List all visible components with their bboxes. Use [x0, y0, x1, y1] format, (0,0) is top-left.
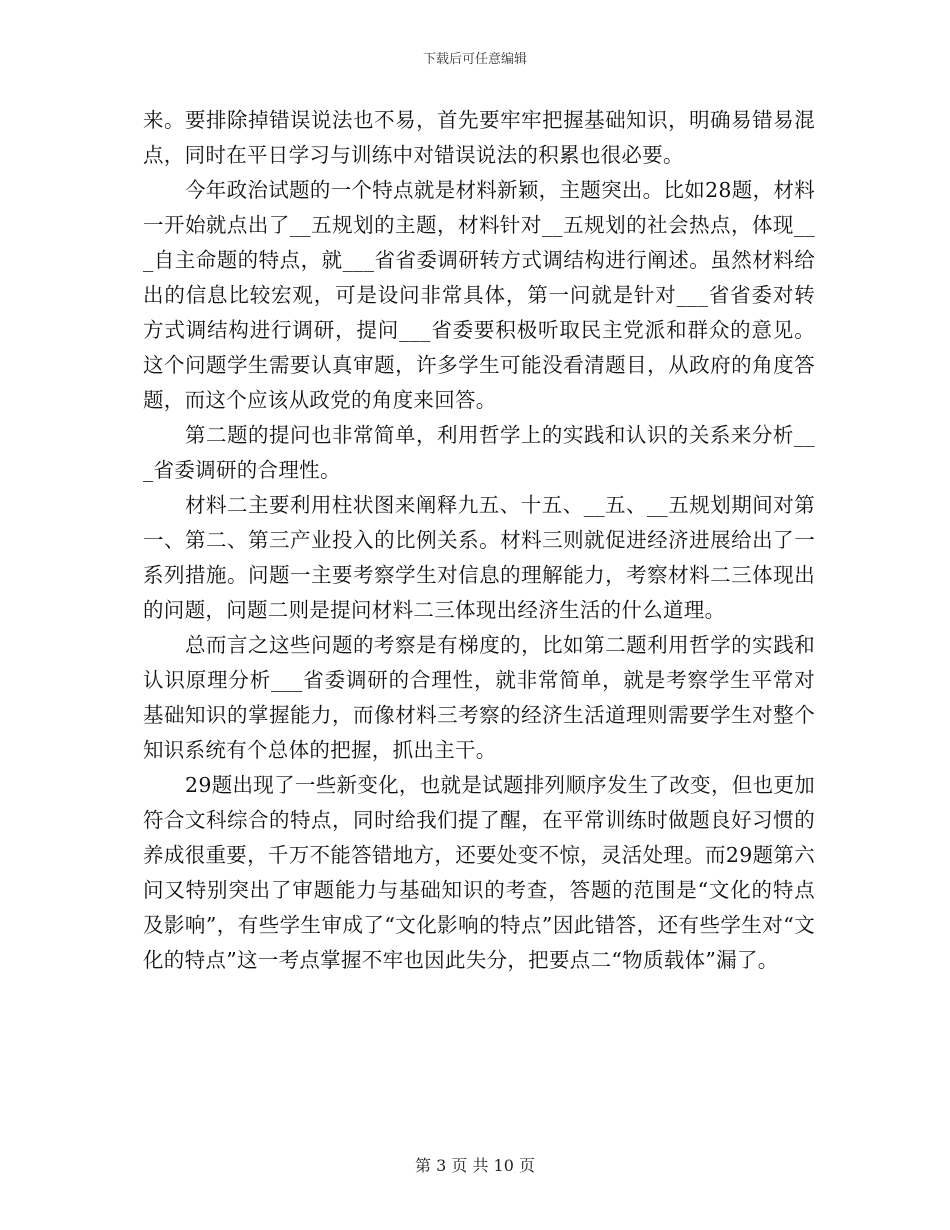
paragraph-summary: 总而言之这些问题的考察是有梯度的，比如第二题利用哲学的实践和认识原理分析___省委调研的合理性，就非常简单，就是考察学生平常对基础知识的掌握能力，而像材料三考察的经济生活道理则需要学生对整个知识系统有个总体的把握，抓出主干。 [143, 633, 815, 762]
paragraph-question-29: 29题出现了一些新变化，也就是试题排列顺序发生了改变，但也更加符合文科综合的特点，同时给我们提了醒，在平常训练时做题良好习惯的养成很重要，千万不能答错地方，还要处变不惊，灵活处理。而29题第六问又特别突出了审题能力与基础知识的考查，答题的范围是“文化的特点及影响”，有些学生审成了“文化影响的特点”因此错答，还有些学生对“文化的特点”这一考点掌握不牢也因此失分，把要点二“物质载体”漏了。 [143, 773, 815, 972]
paragraph-question-28: 今年政治试题的一个特点就是材料新颖，主题突出。比如28题，材料一开始就点出了__五规划的主题，材料针对__五规划的社会热点，体现___自主命题的特点，就___省省委调研转方式调结构进行阐述。虽然材料给出的信息比较宏观，可是设问非常具体，第一问就是针对___省省委对转方式调结构进行调研，提问___省委要积极听取民主党派和群众的意见。这个问题学生需要认真审题，许多学生可能没看清题目，从政府的角度答题，而这个应该从政党的角度来回答。 [143, 178, 815, 412]
document-body [143, 103, 815, 978]
paragraph-continuation: 来。要排除掉错误说法也不易，首先要牢牢把握基础知识，明确易错易混点，同时在平日学习与训练中对错误说法的积累也很必要。 [143, 108, 815, 167]
page-number-footer: 第 3 页 共 10 页 [415, 1156, 535, 1175]
page-header: 下载后可任意编辑 [422, 52, 527, 67]
paragraph-material-two: 材料二主要利用柱状图来阐释九五、十五、__五、__五规划期间对第一、第二、第三产业投入的比例关系。材料三则就促进经济进展给出了一系列措施。问题一主要考察学生对信息的理解能力，考察材料二三体现出的问题，问题二则是提问材料二三体现出经济生活的什么道理。 [143, 493, 815, 622]
paragraph-second-question: 第二题的提问也非常简单，利用哲学上的实践和认识的关系来分析___省委调研的合理性。 [143, 423, 815, 482]
